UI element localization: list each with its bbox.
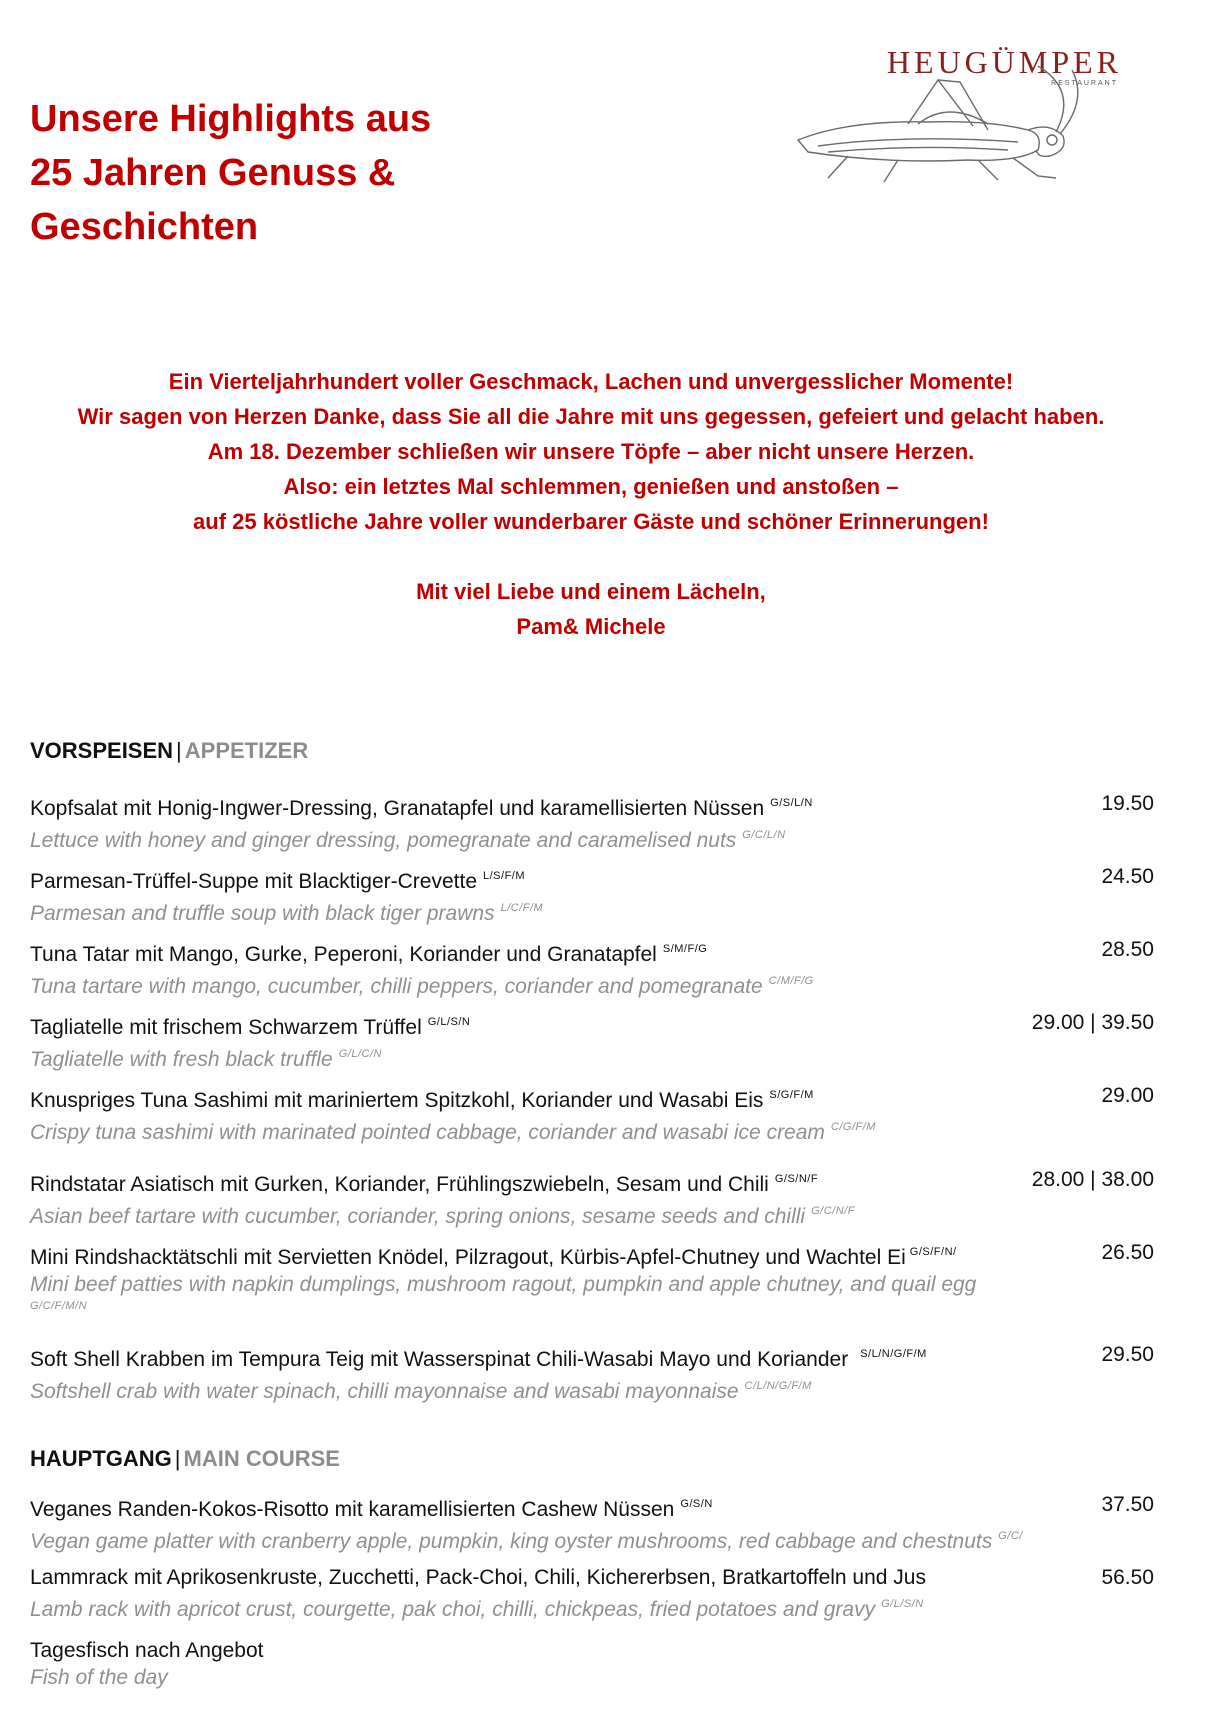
allergen-tags: G/L/S/N [881, 1598, 924, 1610]
item-name-en: Softshell crab with water spinach, chilli mayonnaise and wasabi mayonnaise $^{C/L/N/G/F/M}$ [30, 1380, 812, 1403]
restaurant-logo [788, 30, 1148, 180]
allergen-tags: L/S/F/M [483, 870, 526, 882]
signoff [0, 574, 1222, 644]
section-title-en: MAIN COURSE [183, 1446, 340, 1471]
grasshopper-icon [788, 60, 1088, 190]
menu-item [30, 790, 1190, 854]
intro-line: auf 25 köstliche Jahre voller wunderbarer Gäste und schöner Erinnerungen! [193, 509, 989, 534]
item-name-de: Tagesfisch nach Angebot [30, 1639, 264, 1662]
item-price: 28.00 | 38.00 [1031, 1168, 1154, 1191]
allergen-tags: S/G/F/M [769, 1089, 814, 1101]
allergen-tags: G/S/N [680, 1498, 713, 1510]
allergen-tags: C/G/F/M [830, 1121, 876, 1133]
item-price: 24.50 [1101, 865, 1154, 888]
item-price: 26.50 [1101, 1241, 1154, 1264]
logo-wordmark: HEUGÜMPER [886, 44, 1122, 80]
allergen-tags: G/S/L/N [770, 797, 813, 809]
menu-item [30, 1491, 1222, 1555]
allergen-tags: G/C/L/N [742, 829, 786, 841]
logo-subtitle: RESTAURANT [1051, 80, 1118, 87]
allergen-tags: G/L/C/N [338, 1048, 382, 1060]
item-price: 56.50 [1101, 1566, 1154, 1589]
page-title [30, 92, 431, 254]
item-name-de: Tuna Tatar mit Mango, Gurke, Peperoni, Koriander und Granatapfel $^{S/M/F/G}$ [30, 943, 708, 966]
item-name-en: Fish of the day [30, 1666, 168, 1689]
item-price: 29.50 [1101, 1343, 1154, 1366]
menu-item [30, 1239, 1190, 1314]
item-name-de: Rindstatar Asiatisch mit Gurken, Koriander, Frühlingszwiebeln, Sesam und Chili $^{G/S/N/F}$ [30, 1173, 819, 1196]
signoff-line: Mit viel Liebe und einem Lächeln, [416, 579, 766, 604]
item-name-en: Crispy tuna sashimi with marinated pointed cabbage, coriander and wasabi ice cream $^{C/G/F/M}$ [30, 1121, 876, 1144]
item-price: 29.00 [1101, 1084, 1154, 1107]
menu-item [30, 936, 1190, 1000]
item-name-de: Tagliatelle mit frischem Schwarzem Trüffel $^{G/L/S/N}$ [30, 1016, 471, 1039]
allergen-tags: S/L/N/G/F/M [860, 1348, 927, 1360]
item-name-de: Mini Rindshacktätschli mit Servietten Knödel, Pilzragout, Kürbis-Apfel-Chutney und Wachtel Ei $^{G/S/F/N/}$ [30, 1246, 957, 1269]
headline-line-2: 25 Jahren Genuss & [30, 152, 396, 194]
menu-item [30, 1341, 1190, 1405]
item-price: 28.50 [1101, 938, 1154, 961]
menu-item [30, 1082, 1190, 1146]
item-name-en: Asian beef tartare with cucumber, coriander, spring onions, sesame seeds and chilli $^{G/C/N/F}$ [30, 1205, 855, 1228]
item-name-de: Kopfsalat mit Honig-Ingwer-Dressing, Granatapfel und karamellisierten Nüssen $^{G/S/L/N}$ [30, 797, 813, 820]
intro-message [0, 364, 1222, 539]
intro-line: Am 18. Dezember schließen wir unsere Töpfe – aber nicht unsere Herzen. [207, 439, 975, 464]
allergen-tags: C/L/N/G/F/M [744, 1380, 812, 1392]
section-separator: | [174, 1446, 181, 1471]
menu-item [30, 1637, 1190, 1691]
menu-item [30, 1166, 1190, 1230]
allergen-tags: G/S/F/N/ [909, 1246, 957, 1258]
menu-item [30, 1564, 1190, 1623]
section-title-de: HAUPTGANG [30, 1446, 172, 1471]
section-separator: | [176, 738, 182, 763]
item-name-en: Parmesan and truffle soup with black tiger prawns $^{L/C/F/M}$ [30, 902, 544, 925]
item-price: 19.50 [1101, 792, 1154, 815]
item-name-de: Knuspriges Tuna Sashimi mit mariniertem Spitzkohl, Koriander und Wasabi Eis $^{S/G/F/M}$ [30, 1089, 814, 1112]
allergen-tags: G/C/N/F [811, 1205, 855, 1217]
item-name-en: Lettuce with honey and ginger dressing, pomegranate and caramelised nuts $^{G/C/L/N}$ [30, 829, 786, 852]
section-heading-main-course [30, 1446, 340, 1472]
headline-line-1: Unsere Highlights aus [30, 98, 432, 140]
intro-line: Wir sagen von Herzen Danke, dass Sie all die Jahre mit uns gegessen, gefeiert und gelacht haben. [77, 404, 1105, 429]
intro-line: Also: ein letztes Mal schlemmen, genießen und anstoßen – [283, 474, 899, 499]
item-name-en: Tuna tartare with mango, cucumber, chilli peppers, coriander and pomegranate $^{C/M/F/G}$ [30, 975, 814, 998]
intro-line: Ein Vierteljahrhundert voller Geschmack, Lachen und unvergesslicher Momente! [168, 369, 1014, 394]
section-title-de: VORSPEISEN [30, 738, 174, 763]
allergen-tags: G/S/N/F [774, 1173, 819, 1185]
item-name-en: Vegan game platter with cranberry apple, pumpkin, king oyster mushrooms, red cabbage and chestnuts $^{G/C/}$ [30, 1530, 1023, 1553]
item-name-de: Soft Shell Krabben im Tempura Teig mit Wasserspinat Chili-Wasabi Mayo und Koriander $^{S/L/N/G/F/M}$ [30, 1348, 927, 1371]
allergen-tags: S/M/F/G [662, 943, 708, 955]
allergen-tags: C/M/F/G [768, 975, 814, 987]
item-price: 37.50 [1101, 1493, 1154, 1516]
item-price: 29.00 | 39.50 [1031, 1011, 1154, 1034]
item-name-en: Mini beef patties with napkin dumplings, mushroom ragout, pumpkin and apple chutney, and quail egg G/C/F/M/N [30, 1271, 1190, 1314]
section-title-en: APPETIZER [184, 738, 309, 763]
item-name-en: Tagliatelle with fresh black truffle $^{G/L/C/N}$ [30, 1048, 382, 1071]
menu-item [30, 1009, 1190, 1073]
allergen-tags: G/L/S/N [427, 1016, 471, 1028]
signoff-names: Pam& Michele [516, 614, 666, 639]
menu-item [30, 863, 1190, 927]
item-name-de: Lammrack mit Aprikosenkruste, Zucchetti, Pack-Choi, Chili, Kichererbsen, Bratkartoffeln und Jus [30, 1566, 926, 1589]
headline-line-3: Geschichten [30, 206, 259, 248]
item-name-de: Veganes Randen-Kokos-Risotto mit karamellisierten Cashew Nüssen $^{G/S/N}$ [30, 1498, 713, 1521]
item-name-en: Lamb rack with apricot crust, courgette, pak choi, chilli, chickpeas, fried potatoes and gravy $^{G/L/S/N}$ [30, 1598, 924, 1621]
allergen-tags: L/C/F/M [500, 902, 544, 914]
allergen-tags: G/C/F/M/N [30, 1300, 88, 1312]
item-name-de: Parmesan-Trüffel-Suppe mit Blacktiger-Crevette $^{L/S/F/M}$ [30, 870, 526, 893]
section-heading-appetizer [30, 738, 308, 764]
allergen-tags: G/C/ [998, 1530, 1023, 1542]
